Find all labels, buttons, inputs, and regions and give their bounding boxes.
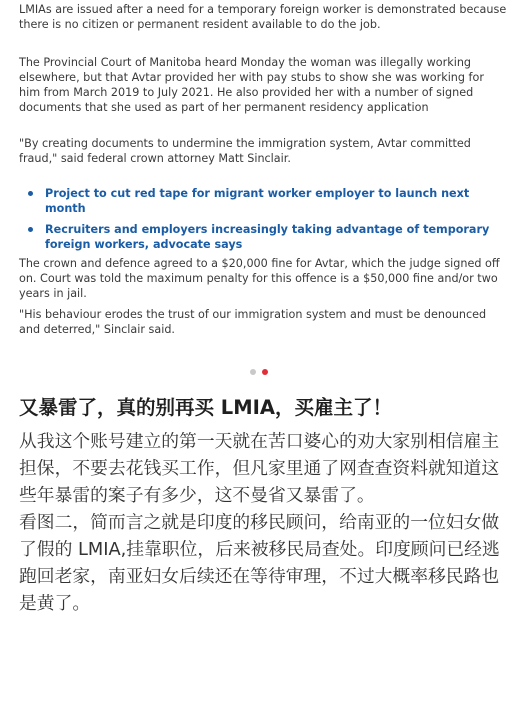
article-paragraph: LMIAs are issued after a need for a temporary foreign worker is demonstrated because there is no citizen or permanent resident available to do the job. <box>19 3 507 31</box>
article-paragraph: The crown and defence agreed to a $20,000 fine for Avtar, which the judge signed off on. Court was told the maximum penalty for this offence is a $50,000 fine and/or two years in jail. <box>19 257 500 300</box>
article-paragraph: "His behaviour erodes the trust of our immigration system and must be denounced and deterred," Sinclair said. <box>19 308 487 336</box>
bullet-icon <box>28 191 33 196</box>
post-paragraph: 看图二，简而言之就是印度的移民顾问，给南亚的一位妇女做了假的 LMIA,挂靠职位，后来被移民局查处。印度顾问已经逃跑回老家，南亚妇女后续还在等待审理，不过大概率移民路也是黄了。 <box>19 512 500 614</box>
article-paragraph: "By creating documents to undermine the immigration system, Avtar committed fraud," said federal crown attorney Matt Sinclair. <box>19 137 471 165</box>
carousel-indicator <box>250 369 274 377</box>
post-title: 又暴雷了，真的别再买 LMIA，买雇主了！ <box>19 396 392 419</box>
carousel-dot-1[interactable] <box>250 369 256 375</box>
related-link[interactable]: Project to cut red tape for migrant worker employer to launch next month <box>45 187 470 215</box>
related-link[interactable]: Recruiters and employers increasingly taking advantage of temporary foreign workers, advocate says <box>45 223 490 251</box>
post-paragraph: 从我这个账号建立的第一天就在苦口婆心的劝大家别相信雇主担保，不要去花钱买工作，但凡家里通了网查查资料就知道这些年暴雷的案子有多少，这不曼省又暴雷了。 <box>19 431 500 506</box>
related-links-list <box>19 186 499 258</box>
related-link-item[interactable] <box>19 222 499 252</box>
article-paragraph: The Provincial Court of Manitoba heard Monday the woman was illegally working elsewhere, but that Avtar provided her with pay stubs to show she was working for him from March 2019 to July 2021. He also provided her with a number of signed documents that she used as part of her permanent residency application <box>19 56 484 114</box>
related-link-item[interactable] <box>19 186 499 216</box>
bullet-icon <box>28 227 33 232</box>
carousel-dot-2-active[interactable] <box>262 369 268 375</box>
post-body <box>19 428 505 617</box>
